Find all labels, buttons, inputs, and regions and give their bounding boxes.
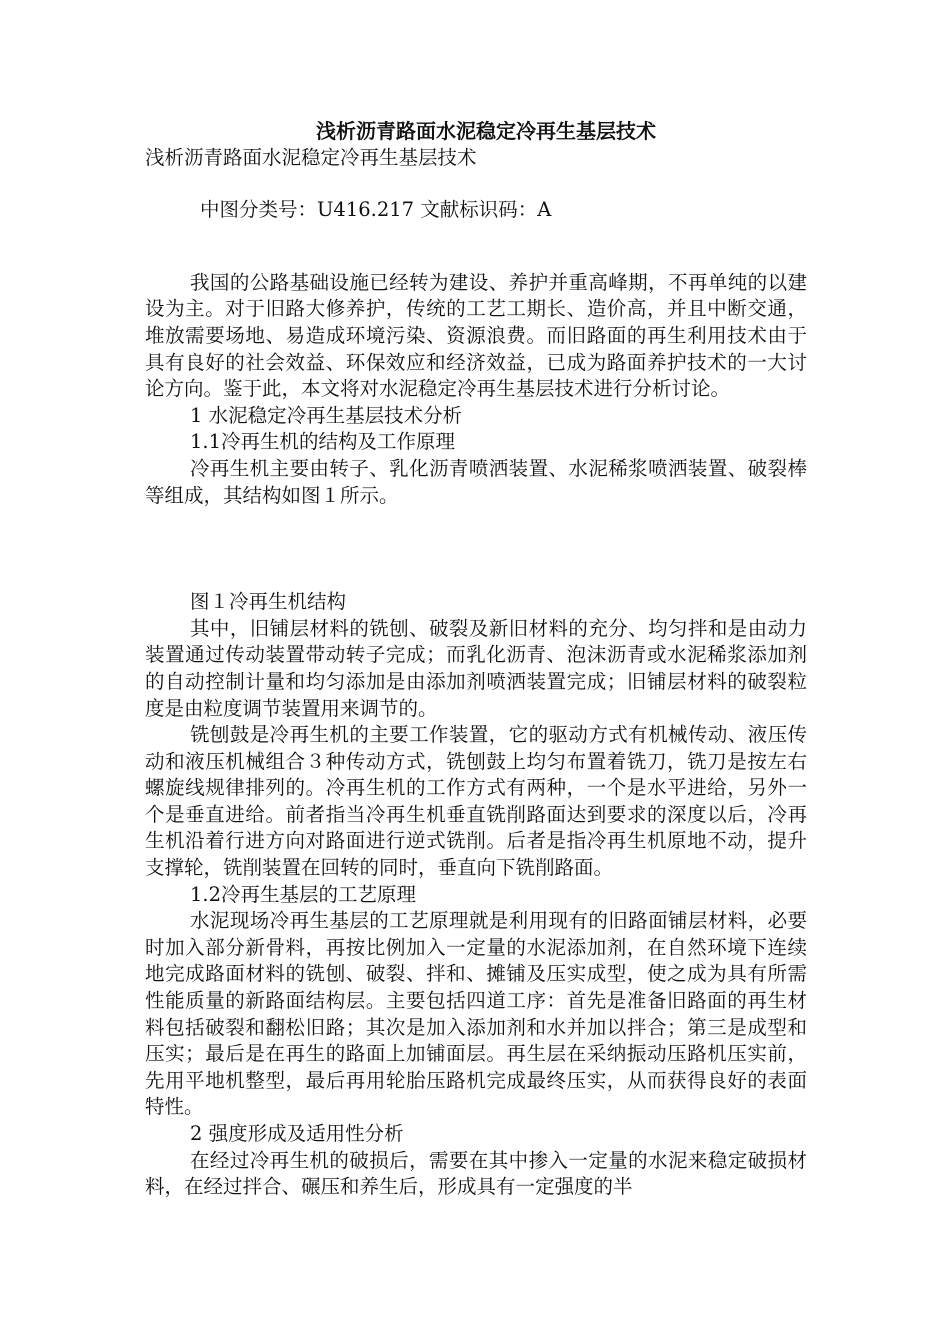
- classification-line: 中图分类号：U416.217 文献标识码：A: [200, 198, 552, 222]
- document-title: 浅析沥青路面水泥稳定冷再生基层技术: [316, 119, 656, 143]
- paragraph-intro: 我国的公路基础设施已经转为建设、养护并重高峰期，不再单纯的以建设为主。对于旧路大修养护，传统的工艺工期长、造价高，并且中断交通，堆放需要场地、易造成环境污染、资源浪费。而旧路面的再生利用技术由于具有良好的社会效益、环保效应和经济效益，已成为路面养护技术的一大讨论方向。鉴于此，本文将对水泥稳定冷再生基层技术进行分析讨论。: [145, 270, 807, 401]
- spacer: [145, 224, 807, 270]
- figure-placeholder: [145, 509, 807, 589]
- section-heading-1: 1 水泥稳定冷再生基层技术分析: [190, 403, 463, 427]
- paragraph-strength: 在经过冷再生机的破损后，需要在其中掺入一定量的水泥来稳定破损材料，在经过拌合、碾压和养生后，形成具有一定强度的半: [145, 1148, 807, 1199]
- paragraph-milling-drum: 铣刨鼓是冷再生机的主要工作装置，它的驱动方式有机械传动、液压传动和液压机械组合３种传动方式，铣刨鼓上均匀布置着铣刀，铣刀是按左右螺旋线规律排列的。冷再生机的工作方式有两种，一个是水平进给，另外一个是垂直进给。前者指当冷再生机垂直铣削路面达到要求的深度以后，冷再生机沿着行进方向对路面进行逆式铣削。后者是指冷再生机原地不动，提升支撑轮，铣削装置在回转的同时，垂直向下铣削路面。: [145, 723, 807, 880]
- document-page: [145, 118, 807, 1201]
- paragraph-rotor: 其中，旧铺层材料的铣刨、破裂及新旧材料的充分、均匀拌和是由动力装置通过传动装置带动转子完成；而乳化沥青、泡沫沥青或水泥稀浆添加剂的自动控制计量和均匀添加是由添加剂喷洒装置完成；旧铺层材料的破裂粒度是由粒度调节装置用来调节的。: [145, 616, 807, 720]
- section-heading-2: 2 强度形成及适用性分析: [190, 1122, 404, 1145]
- document-subtitle: 浅析沥青路面水泥稳定冷再生基层技术: [145, 145, 477, 169]
- section-heading-1-1: 1.1冷再生机的结构及工作原理: [190, 430, 456, 454]
- section-heading-1-2: 1.2冷再生基层的工艺原理: [190, 882, 417, 906]
- paragraph-machine-structure: 冷再生机主要由转子、乳化沥青喷洒装置、水泥稀浆喷洒装置、破裂棒等组成，其结构如图１所示。: [145, 456, 807, 507]
- paragraph-process-principle: 水泥现场冷再生基层的工艺原理就是利用现有的旧路面铺层材料，必要时加入部分新骨料，再按比例加入一定量的水泥添加剂，在自然环境下连续地完成路面材料的铣刨、破裂、拌和、摊铺及压实成型，使之成为具有所需性能质量的新路面结构层。主要包括四道工序：首先是准备旧路面的再生材料包括破裂和翻松旧路；其次是加入添加剂和水并加以拌合；第三是成型和压实；最后是在再生的路面上加铺面层。再生层在采纳振动压路机压实前，先用平地机整型，最后再用轮胎压路机完成最终压实，从而获得良好的表面特性。: [145, 909, 807, 1119]
- figure-caption: 图１冷再生机结构: [190, 590, 347, 614]
